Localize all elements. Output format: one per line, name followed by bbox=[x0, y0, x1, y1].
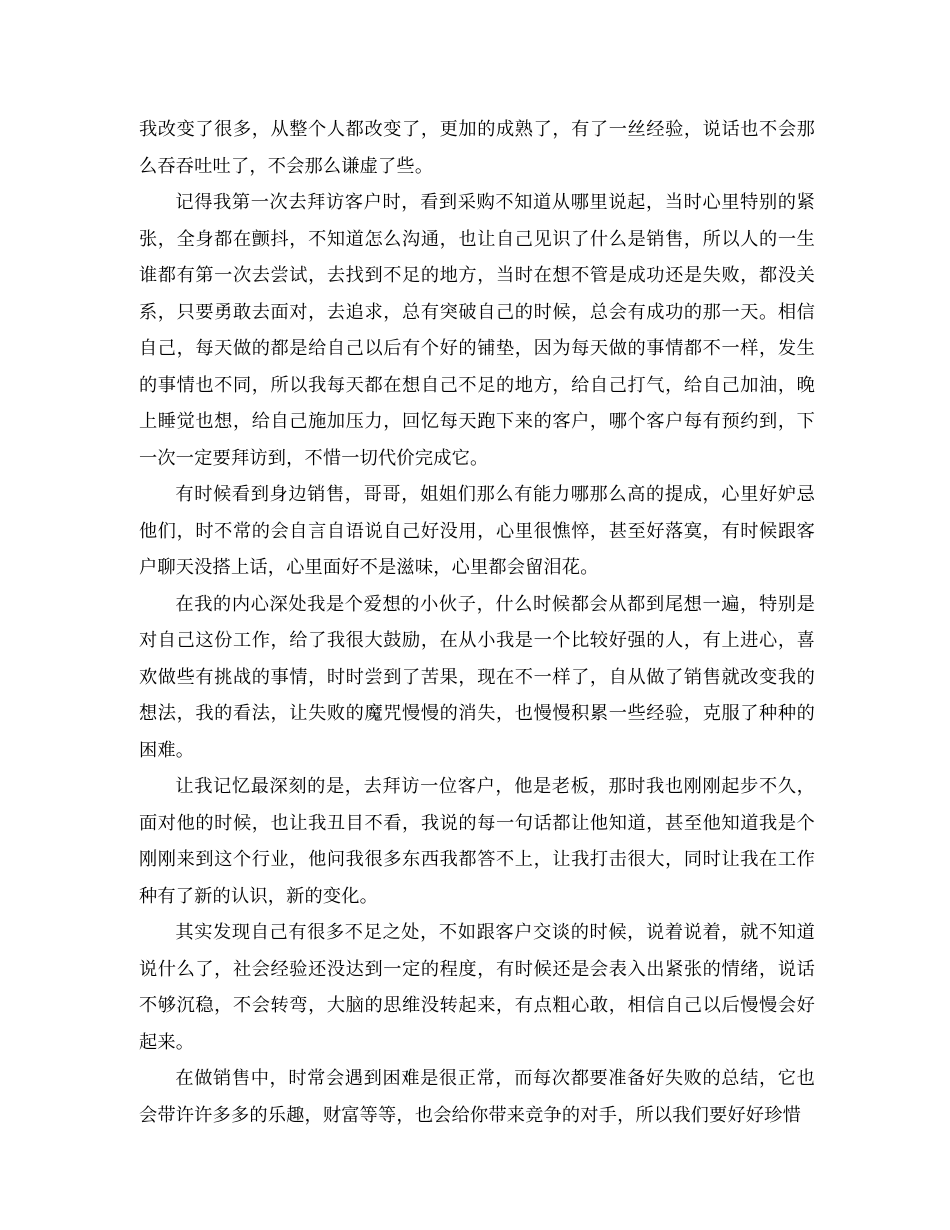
paragraph-3: 有时候看到身边销售，哥哥，姐姐们那么有能力哪那么高的提成，心里好妒忌他们，时不常的会自言自语说自己好没用，心里很憔悴，甚至好落寞，有时候跟客户聊天没搭上话，心里面好不是滋味，心里都会留泪花。 bbox=[139, 484, 815, 578]
paragraph-4: 在我的内心深处我是个爱想的小伙子，什么时候都会从都到尾想一遍，特别是对自己这份工作，给了我很大鼓励，在从小我是一个比较好强的人，有上进心，喜欢做些有挑战的事情，时时尝到了苦果，现在不一样了，自从做了销售就改变我的想法，我的看法，让失败的魔咒慢慢的消失，也慢慢积累一些经验，克服了种种的困难。 bbox=[139, 593, 815, 761]
paragraph-1: 我改变了很多，从整个人都改变了，更加的成熟了，有了一丝经验，说话也不会那么吞吞吐吐了，不会那么谦虚了些。 bbox=[139, 119, 815, 177]
paragraph-7: 在做销售中，时常会遇到困难是很正常，而每次都要准备好失败的总结，它也会带许许多多的乐趣，财富等等，也会给你带来竞争的对手，所以我们要好好珍惜 bbox=[139, 1068, 815, 1126]
paragraph-6: 其实发现自己有很多不足之处，不如跟客户交谈的时候，说着说着，就不知道说什么了，社会经验还没达到一定的程度，有时候还是会表入出紧张的情绪，说话不够沉稳，不会转弯，大脑的思维没转起来，有点粗心敢，相信自己以后慢慢会好起来。 bbox=[139, 922, 815, 1053]
paragraph-2: 记得我第一次去拜访客户时，看到采购不知道从哪里说起，当时心里特别的紧张，全身都在颤抖，不知道怎么沟通，也让自己见识了什么是销售，所以人的一生谁都有第一次去尝试，去找到不足的地方，当时在想不管是成功还是失败，都没关系，只要勇敢去面对，去追求，总有突破自己的时候，总会有成功的那一天。相信自己，每天做的都是给自己以后有个好的铺垫，因为每天做的事情都不一样，发生的事情也不同，所以我每天都在想自己不足的地方，给自己打气，给自己加油，晚上睡觉也想，给自己施加压力，回忆每天跑下来的客户，哪个客户每有预约到，下一次一定要拜访到，不惜一切代价完成它。 bbox=[139, 192, 815, 469]
paragraph-5: 让我记忆最深刻的是，去拜访一位客户，他是老板，那时我也刚刚起步不久，面对他的时候，也让我丑目不看，我说的每一句话都让他知道，甚至他知道我是个刚刚来到这个行业，他问我很多东西我都答不上，让我打击很大，同时让我在工作种有了新的认识，新的变化。 bbox=[139, 776, 815, 907]
document-body bbox=[139, 112, 815, 1134]
